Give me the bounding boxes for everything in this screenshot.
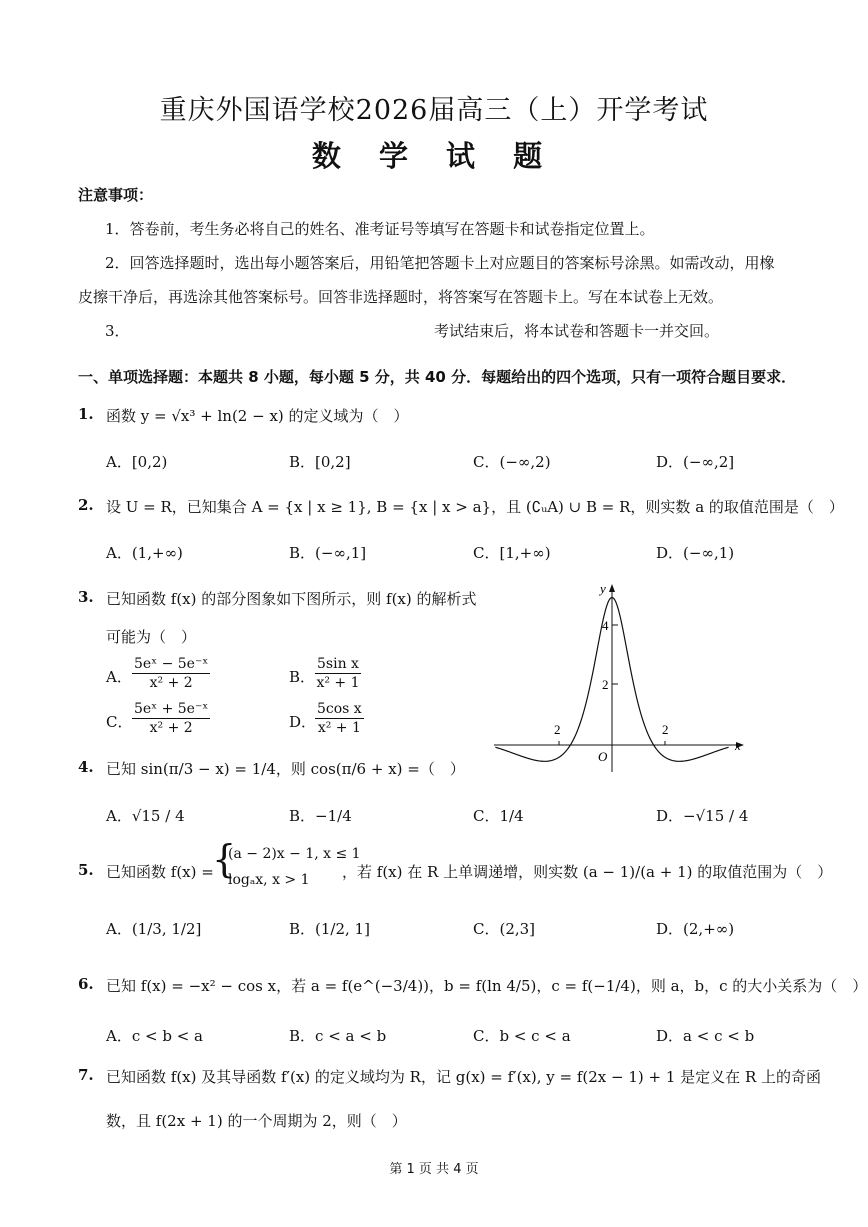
q3-option-b-numerator: 5sin x	[317, 656, 359, 672]
q1-text: 函数 y = √x³ + ln(2 − x) 的定义域为（ ）	[106, 407, 409, 425]
q3-option-d-denominator: x² + 1	[317, 720, 361, 736]
tick-label-x-pos2: 2	[662, 722, 669, 737]
q3-option-c-numerator: 5eˣ + 5e⁻ˣ	[134, 701, 209, 717]
section-title: 一、单项选择题：本题共 8 小题，每小题 5 分，共 40 分．每题给出的四个选项，只有一项符合题目要求．	[78, 368, 797, 386]
q5-option-d: D．(2,+∞)	[656, 920, 735, 938]
note-1: 1．答卷前，考生务必将自己的姓名、准考证号等填写在答题卡和试卷指定位置上。	[105, 220, 655, 238]
q5-text-suffix: ，若 f(x) 在 R 上单调递增，则实数 (a − 1)/(a + 1) 的取值范围为（ ）	[342, 863, 833, 881]
q3-option-c-label: C．	[106, 713, 133, 731]
q6-option-b: B．c < a < b	[289, 1027, 387, 1045]
q3-option-a-fraction	[132, 656, 210, 691]
q3-option-a-label: A．	[106, 668, 132, 686]
q3-option-c-fraction	[132, 701, 210, 736]
q3-option-d-numerator: 5cos x	[317, 701, 362, 717]
q4-option-a: A．√15 / 4	[106, 807, 185, 825]
q3-option-b-label: B．	[289, 668, 316, 686]
q5-text-prefix: 已知函数 f(x) =	[106, 863, 214, 881]
q3-option-a-denominator: x² + 2	[149, 675, 193, 691]
q2-option-d: D．(−∞,1)	[656, 544, 735, 562]
q6-option-d: D．a < c < b	[656, 1027, 755, 1045]
notes-heading: 注意事项：	[78, 186, 154, 204]
q7-text-line-1: 已知函数 f(x) 及其导函数 f′(x) 的定义域均为 R，记 g(x) = f′(x), y = f(2x − 1) + 1 是定义在 R 上的奇函	[106, 1068, 822, 1086]
q5-number: 5.	[78, 861, 94, 879]
q6-option-a: A．c < b < a	[106, 1027, 203, 1045]
x-axis-label: x	[735, 738, 741, 753]
q4-text: 已知 sin(π/3 − x) = 1/4，则 cos(π/6 + x) =（ ）	[106, 760, 465, 778]
q5-brace: {	[212, 837, 237, 881]
q6-number: 6.	[78, 975, 94, 993]
q4-option-b: B．−1/4	[289, 807, 352, 825]
q5-option-a: A．(1/3, 1/2]	[106, 920, 202, 938]
q7-text-line-2: 数，且 f(2x + 1) 的一个周期为 2，则（ ）	[106, 1112, 407, 1130]
q3-option-b-denominator: x² + 1	[316, 675, 360, 691]
q5-case-1: (a − 2)x − 1, x ≤ 1	[228, 846, 361, 862]
q3-function-graph	[492, 578, 754, 774]
q4-option-d: D．−√15 / 4	[656, 807, 749, 825]
note-2-line-1: 2．回答选择题时，选出每小题答案后，用铅笔把答题卡上对应题目的答案标号涂黑。如需改动，用橡	[105, 254, 775, 272]
q5-option-b: B．(1/2, 1]	[289, 920, 370, 938]
q6-option-c: C．b < c < a	[473, 1027, 571, 1045]
q7-number: 7.	[78, 1066, 94, 1084]
q4-option-c: C．1/4	[473, 807, 524, 825]
q1-option-d: D．(−∞,2]	[656, 453, 735, 471]
q2-number: 2.	[78, 496, 94, 514]
q4-number: 4.	[78, 758, 94, 776]
q1-option-c: C．(−∞,2)	[473, 453, 551, 471]
q3-number: 3.	[78, 588, 94, 606]
q2-text: 设 U = R，已知集合 A = {x | x ≥ 1}, B = {x | x > a}，且 (∁ᵤA) ∪ B = R，则实数 a 的取值范围是（ ）	[106, 498, 844, 516]
q3-text-line-2: 可能为（ ）	[106, 628, 197, 646]
tick-label-y-4: 4	[602, 618, 609, 633]
q3-option-a-numerator: 5eˣ − 5e⁻ˣ	[134, 656, 209, 672]
page-number: 第 1 页 共 4 页	[389, 1162, 479, 1177]
tick-label-x-neg2: 2	[554, 722, 561, 737]
q6-text: 已知 f(x) = −x² − cos x，若 a = f(e^(−3/4))，b = f(ln 4/5)，c = f(−1/4)，则 a，b，c 的大小关系为（ ）	[106, 977, 868, 995]
y-axis-arrow-icon	[609, 584, 615, 592]
q3-text-line-1: 已知函数 f(x) 的部分图象如下图所示，则 f(x) 的解析式	[106, 590, 477, 608]
exam-subtitle: 数 学 试 题	[311, 139, 557, 173]
q2-option-b: B．(−∞,1]	[289, 544, 367, 562]
origin-label: O	[598, 749, 608, 764]
q3-option-c-denominator: x² + 2	[149, 720, 193, 736]
q3-option-b-fraction	[315, 656, 361, 691]
q5-case-2: logₐx, x > 1	[228, 872, 310, 888]
q1-option-b: B．[0,2]	[289, 453, 351, 471]
q1-option-a: A．[0,2)	[106, 453, 168, 471]
q5-option-c: C．(2,3]	[473, 920, 536, 938]
q3-option-d-label: D．	[289, 713, 317, 731]
q3-option-d-fraction	[315, 701, 364, 736]
note-3-number: 3．	[105, 322, 130, 340]
q2-option-c: C．[1,+∞)	[473, 544, 551, 562]
note-2-line-2: 皮擦干净后，再选涂其他答案标号。回答非选择题时，将答案写在答题卡上。写在本试卷上无效。	[78, 288, 724, 306]
note-3-text: 考试结束后，将本试卷和答题卡一并交回。	[434, 322, 720, 340]
tick-label-y-2: 2	[602, 677, 609, 692]
exam-title: 重庆外国语学校2026届高三（上）开学考试	[159, 95, 709, 126]
y-axis-label: y	[600, 581, 606, 596]
q1-number: 1.	[78, 405, 94, 423]
q2-option-a: A．(1,+∞)	[106, 544, 183, 562]
